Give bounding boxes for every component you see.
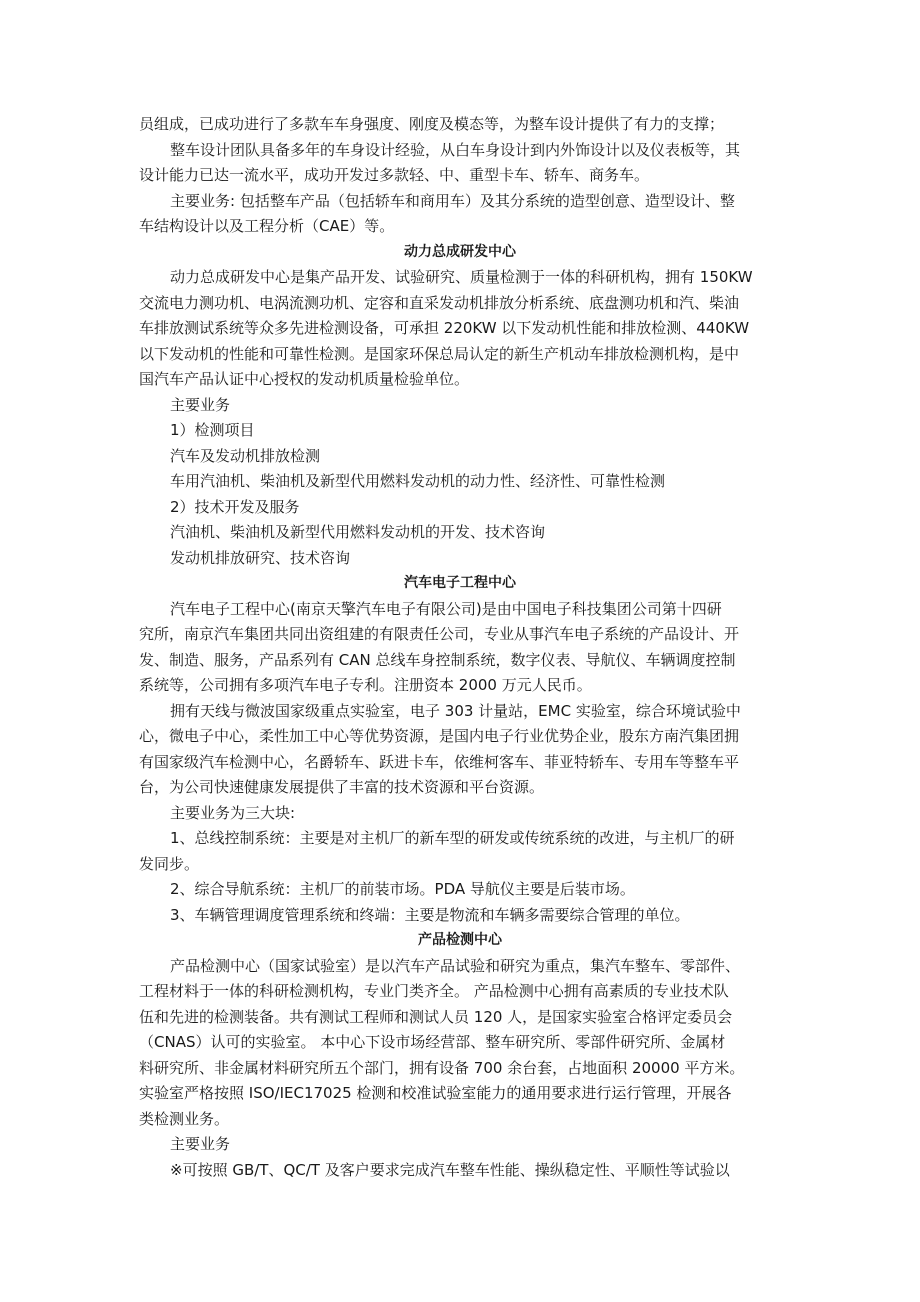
text-line: 伍和先进的检测装备。共有测试工程师和测试人员 120 人，是国家实验室合格评定委员会 [139, 1007, 733, 1026]
text-line: 整车设计团队具备多年的车身设计经验，从白车身设计到内外饰设计以及仪表板等，其 [170, 140, 741, 159]
paragraph-three-areas: 主要业务为三大块: [170, 803, 296, 822]
text-line: 汽车电子工程中心(南京天擎汽车电子有限公司)是由中国电子科技集团公司第十四研 [170, 599, 722, 618]
text-line: 心，微电子中心，柔性加工中心等优势资源，是国内电子行业优势企业，股东方南汽集团拥 [139, 727, 740, 745]
text-line: 动力总成研发中心是集产品开发、试验研究、质量检测于一体的科研机构，拥有 150KW [170, 268, 753, 286]
paragraph-main-business-label-2: 主要业务 [170, 1135, 231, 1153]
text-line: 交流电力测功机、电涡流测功机、定容和直采发动机排放分析系统、底盘测功机和汽、柴油 [139, 293, 740, 312]
paragraph-electronics-intro [139, 597, 781, 699]
list-item-bus-control [139, 826, 781, 877]
heading-testing-center: 产品检测中心 [418, 932, 502, 948]
text-line: 主要业务: 包括整车产品（包括轿车和商用车）及其分系统的造型创意、造型设计、整 [170, 191, 735, 210]
list-item-emission-research: 发动机排放研究、技术咨询 [170, 548, 351, 567]
text-line: 究所，南京汽车集团共同出资组建的有限责任公司，专业从事汽车电子系统的产品设计、开 [139, 625, 740, 643]
heading-powertrain-center: 动力总成研发中心 [404, 243, 516, 260]
document-body [139, 112, 781, 1183]
text-line: 车结构设计以及工程分析（CAE）等。 [139, 217, 395, 235]
paragraph-vehicle-testing: ※可按照 GB/T、QC/T 及客户要求完成汽车整车性能、操纵稳定性、平顺性等试验以 [170, 1160, 730, 1179]
text-line: 台，为公司快速健康发展提供了丰富的技术资源和平台资源。 [139, 778, 545, 796]
text-line: 系统等，公司拥有多项汽车电子专利。注册资本 2000 万元人民币。 [139, 676, 592, 694]
text-line: 类检测业务。 [139, 1109, 230, 1128]
text-line: 国汽车产品认证中心授权的发动机质量检验单位。 [139, 370, 470, 388]
paragraph-continuation [139, 112, 781, 138]
paragraph-powertrain-intro [139, 265, 781, 393]
paragraph-testing-intro [139, 954, 781, 1133]
text-line: 有国家级汽车检测中心，名爵轿车、跃进卡车，依维柯客车、菲亚特轿车、专用车等整车平 [139, 752, 740, 771]
text-line: 拥有天线与微波国家级重点实验室，电子 303 计量站，EMC 实验室，综合环境试验中 [170, 701, 741, 720]
paragraph-main-business-label: 主要业务 [170, 395, 231, 414]
list-item-navigation: 2、综合导航系统：主机厂的前装市场。PDA 导航仪主要是后装市场。 [170, 880, 635, 898]
text-line: 员组成，已成功进行了多款车车身强度、刚度及模态等，为整车设计提供了有力的支撑； [139, 115, 725, 133]
heading-electronics-center: 汽车电子工程中心 [404, 575, 516, 591]
text-line: 车排放测试系统等众多先进检测设备，可承担 220KW 以下发动机性能和排放检测、440KW [139, 319, 750, 337]
text-line: 料研究所、非金属材料研究所五个部门，拥有设备 700 余台套，占地面积 20000 平方米。 [139, 1058, 745, 1077]
paragraph-main-business [139, 189, 781, 240]
list-item-engine-development: 汽油机、柴油机及新型代用燃料发动机的开发、技术咨询 [170, 523, 546, 541]
text-line: （CNAS）认可的实验室。 本中心下设市场经营部、整车研究所、零部件研究所、金属材 [139, 1033, 726, 1051]
list-item-tech-service: 2）技术开发及服务 [170, 497, 300, 516]
list-item-testing: 1）检测项目 [170, 421, 255, 439]
list-item-fleet-management: 3、车辆管理调度管理系统和终端：主要是物流和车辆多需要综合管理的单位。 [170, 905, 690, 924]
text-line: 发、制造、服务，产品系列有 CAN 总线车身控制系统，数字仪表、导航仪、车辆调度控制 [139, 650, 736, 669]
list-item-engine-testing: 车用汽油机、柴油机及新型代用燃料发动机的动力性、经济性、可靠性检测 [170, 472, 666, 490]
text-line: 产品检测中心（国家试验室）是以汽车产品试验和研究为重点，集汽车整车、零部件、 [170, 956, 741, 975]
text-line: 工程材料于一体的科研检测机构，专业门类齐全。 产品检测中心拥有高素质的专业技术队 [139, 982, 729, 1000]
paragraph-electronics-resources [139, 699, 781, 801]
list-item-emission-testing: 汽车及发动机排放检测 [170, 446, 321, 465]
text-line: 设计能力已达一流水平，成功开发过多款轻、中、重型卡车、轿车、商务车。 [139, 166, 650, 184]
paragraph-design-team [139, 138, 781, 189]
text-line: 1、总线控制系统：主要是对主机厂的新车型的研发或传统系统的改进，与主机厂的研 [170, 829, 735, 847]
text-line: 发同步。 [139, 854, 200, 873]
text-line: 实验室严格按照 ISO/IEC17025 检测和校准试验室能力的通用要求进行运行管理，开展各 [139, 1084, 732, 1102]
text-line: 以下发动机的性能和可靠性检测。是国家环保总局认定的新生产机动车排放检测机构，是中 [139, 344, 740, 363]
